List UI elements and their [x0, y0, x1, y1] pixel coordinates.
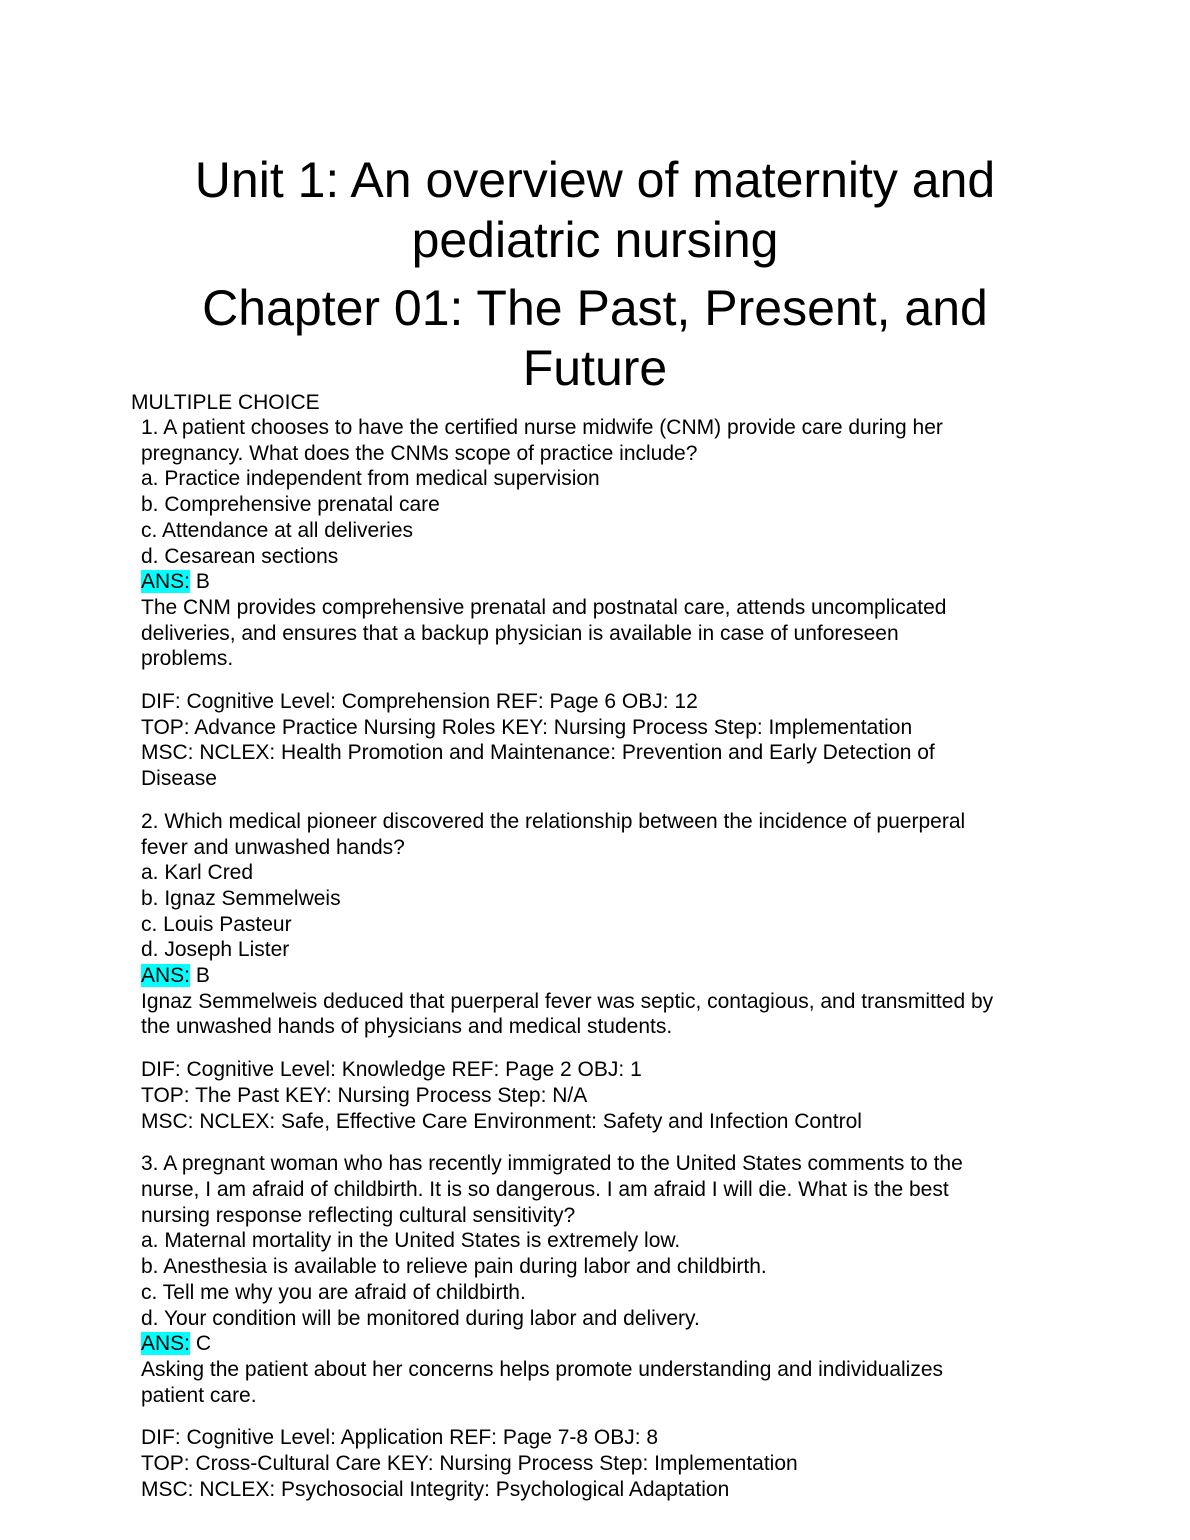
answer-option: a. Karl Cred	[141, 861, 254, 885]
question-stem-line: fever and unwashed hands?	[141, 835, 405, 859]
answer-option: c. Tell me why you are afraid of childbirth.	[141, 1280, 526, 1304]
answer-option: b. Comprehensive prenatal care	[141, 493, 440, 517]
question-metadata	[141, 1057, 1061, 1134]
answer-label: ANS:	[141, 964, 191, 988]
metadata-line: TOP: The Past KEY: Nursing Process Step: N/A	[141, 1083, 588, 1107]
answer-option: c. Attendance at all deliveries	[141, 518, 413, 542]
rationale-line: problems.	[141, 647, 234, 671]
answer-line	[141, 963, 1061, 989]
answer-value: B	[190, 964, 210, 988]
rationale-line: the unwashed hands of physicians and medical students.	[141, 1015, 673, 1039]
answer-option: d. Your condition will be monitored during labor and delivery.	[141, 1306, 700, 1330]
rationale-line: Asking the patient about her concerns helps promote understanding and individualizes	[141, 1357, 944, 1381]
metadata-line: MSC: NCLEX: Psychosocial Integrity: Psychological Adaptation	[141, 1477, 730, 1501]
metadata-line: DIF: Cognitive Level: Comprehension REF: Page 6 OBJ: 12	[141, 690, 698, 714]
answer-option: a. Practice independent from medical supervision	[141, 467, 600, 491]
question-metadata	[141, 1425, 1061, 1502]
section-heading: MULTIPLE CHOICE	[131, 391, 320, 414]
metadata-line: TOP: Cross-Cultural Care KEY: Nursing Process Step: Implementation	[141, 1452, 798, 1476]
answer-option: a. Maternal mortality in the United States is extremely low.	[141, 1229, 681, 1253]
metadata-line: MSC: NCLEX: Health Promotion and Maintenance: Prevention and Early Detection of	[141, 741, 935, 765]
answer-option: c. Louis Pasteur	[141, 912, 292, 936]
metadata-line: Disease	[141, 767, 217, 791]
answer-label: ANS:	[141, 570, 191, 594]
question-stem-line: nursing response reflecting cultural sensitivity?	[141, 1203, 576, 1227]
answer-label: ANS:	[141, 1332, 191, 1356]
metadata-line: DIF: Cognitive Level: Knowledge REF: Page 2 OBJ: 1	[141, 1058, 642, 1082]
answer-option: d. Cesarean sections	[141, 544, 339, 568]
question-metadata	[141, 689, 1061, 792]
title-block	[150, 150, 1040, 398]
metadata-line: MSC: NCLEX: Safe, Effective Care Environment: Safety and Infection Control	[141, 1109, 862, 1133]
unit-title	[150, 150, 1040, 270]
answer-option: b. Anesthesia is available to relieve pain during labor and childbirth.	[141, 1255, 767, 1279]
chapter-title	[150, 278, 1040, 398]
question-stem-line: 3. A pregnant woman who has recently immigrated to the United States comments to the	[141, 1152, 963, 1176]
answer-line	[141, 1331, 1061, 1357]
question-item	[141, 415, 1061, 792]
answer-line	[141, 569, 1061, 595]
question-list	[141, 415, 1061, 1502]
question-item	[141, 1151, 1061, 1502]
question-item	[141, 809, 1061, 1134]
chapter-title-line-1: Chapter 01: The Past, Present, and	[202, 280, 988, 336]
answer-option: d. Joseph Lister	[141, 938, 290, 962]
answer-value: B	[190, 570, 210, 594]
question-stem-line: 1. A patient chooses to have the certified nurse midwife (CNM) provide care during her	[141, 416, 943, 439]
question-stem-line: pregnancy. What does the CNMs scope of practice include?	[141, 441, 698, 465]
unit-title-line-2: pediatric nursing	[411, 212, 779, 268]
chapter-title-line-2: Future	[522, 340, 668, 396]
rationale-line: Ignaz Semmelweis deduced that puerperal fever was septic, contagious, and transmitted by	[141, 989, 994, 1013]
rationale-line: patient care.	[141, 1383, 257, 1407]
unit-title-line-1: Unit 1: An overview of maternity and	[194, 152, 996, 208]
rationale-line: The CNM provides comprehensive prenatal and postnatal care, attends uncomplicated	[141, 595, 947, 619]
metadata-line: DIF: Cognitive Level: Application REF: Page 7-8 OBJ: 8	[141, 1426, 659, 1450]
metadata-line: TOP: Advance Practice Nursing Roles KEY: Nursing Process Step: Implementation	[141, 715, 913, 739]
answer-option: b. Ignaz Semmelweis	[141, 886, 341, 910]
rationale-line: deliveries, and ensures that a backup physician is available in case of unforeseen	[141, 621, 899, 645]
question-stem-line: nurse, I am afraid of childbirth. It is so dangerous. I am afraid I will die. What is the best	[141, 1177, 949, 1201]
answer-value: C	[190, 1332, 212, 1356]
question-stem-line: 2. Which medical pioneer discovered the relationship between the incidence of puerperal	[141, 809, 966, 833]
